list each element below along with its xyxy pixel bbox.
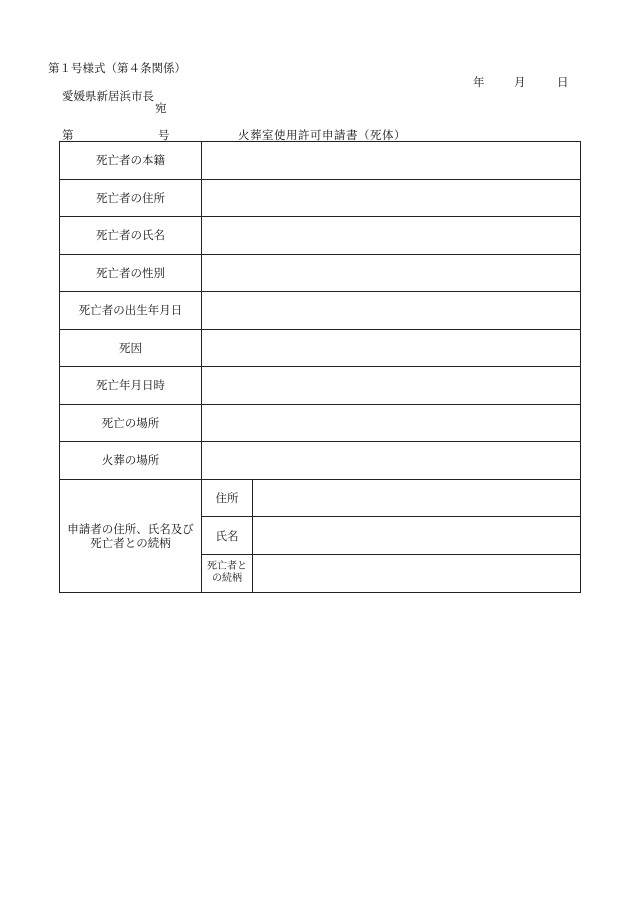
applicant-address-value-cell[interactable] [253,479,581,517]
name-value-cell[interactable] [202,217,581,255]
row-label: 死亡年月日時 [60,367,202,405]
row-label: 死亡者の性別 [60,254,202,292]
row-label: 死因 [60,329,202,367]
cause-value-cell[interactable] [202,329,581,367]
applicant-label-line1: 申請者の住所、氏名及び [67,521,194,536]
applicant-label [60,479,202,592]
form-row-birthdate [60,292,581,330]
applicant-relation-line2: の続柄 [212,573,242,585]
applicant-relation-value-cell[interactable] [253,554,581,592]
applicant-name-label: 氏名 [202,517,253,555]
row-label: 死亡者の出生年月日 [60,292,202,330]
form-row-applicant-address [60,479,581,517]
addressee-honorific: 宛 [155,101,167,115]
domicile-value-cell[interactable] [202,142,581,180]
sex-value-cell[interactable] [202,254,581,292]
date-year-label: 年 [473,75,485,89]
addressee: 愛媛県新居浜市長 [62,89,154,103]
form-row-sex [60,254,581,292]
form-row-cause [60,329,581,367]
applicant-relation-label [202,554,253,592]
row-label: 火葬の場所 [60,442,202,480]
row-label: 死亡の場所 [60,404,202,442]
applicant-relation-line1: 死亡者と [207,561,247,573]
address-value-cell[interactable] [202,179,581,217]
date-month-label: 月 [514,75,526,89]
applicant-address-label: 住所 [202,479,253,517]
document-number-prefix: 第 [62,128,74,142]
applicant-name-value-cell[interactable] [253,517,581,555]
document-title: 火葬室使用許可申請書（死体） [238,128,406,142]
form-row-name [60,217,581,255]
form-row-death-datetime [60,367,581,405]
application-form-table [59,141,581,593]
row-label: 死亡者の住所 [60,179,202,217]
form-row-address [60,179,581,217]
document-number-suffix: 号 [158,128,170,142]
row-label: 死亡者の本籍 [60,142,202,180]
form-row-cremation-place [60,442,581,480]
row-label: 死亡者の氏名 [60,217,202,255]
applicant-label-line2: 死亡者との続柄 [90,535,171,550]
form-number: 第１号様式（第４条関係） [48,61,186,75]
death-datetime-value-cell[interactable] [202,367,581,405]
date-day-label: 日 [557,75,569,89]
form-row-domicile [60,142,581,180]
form-row-death-place [60,404,581,442]
cremation-place-value-cell[interactable] [202,442,581,480]
birthdate-value-cell[interactable] [202,292,581,330]
death-place-value-cell[interactable] [202,404,581,442]
